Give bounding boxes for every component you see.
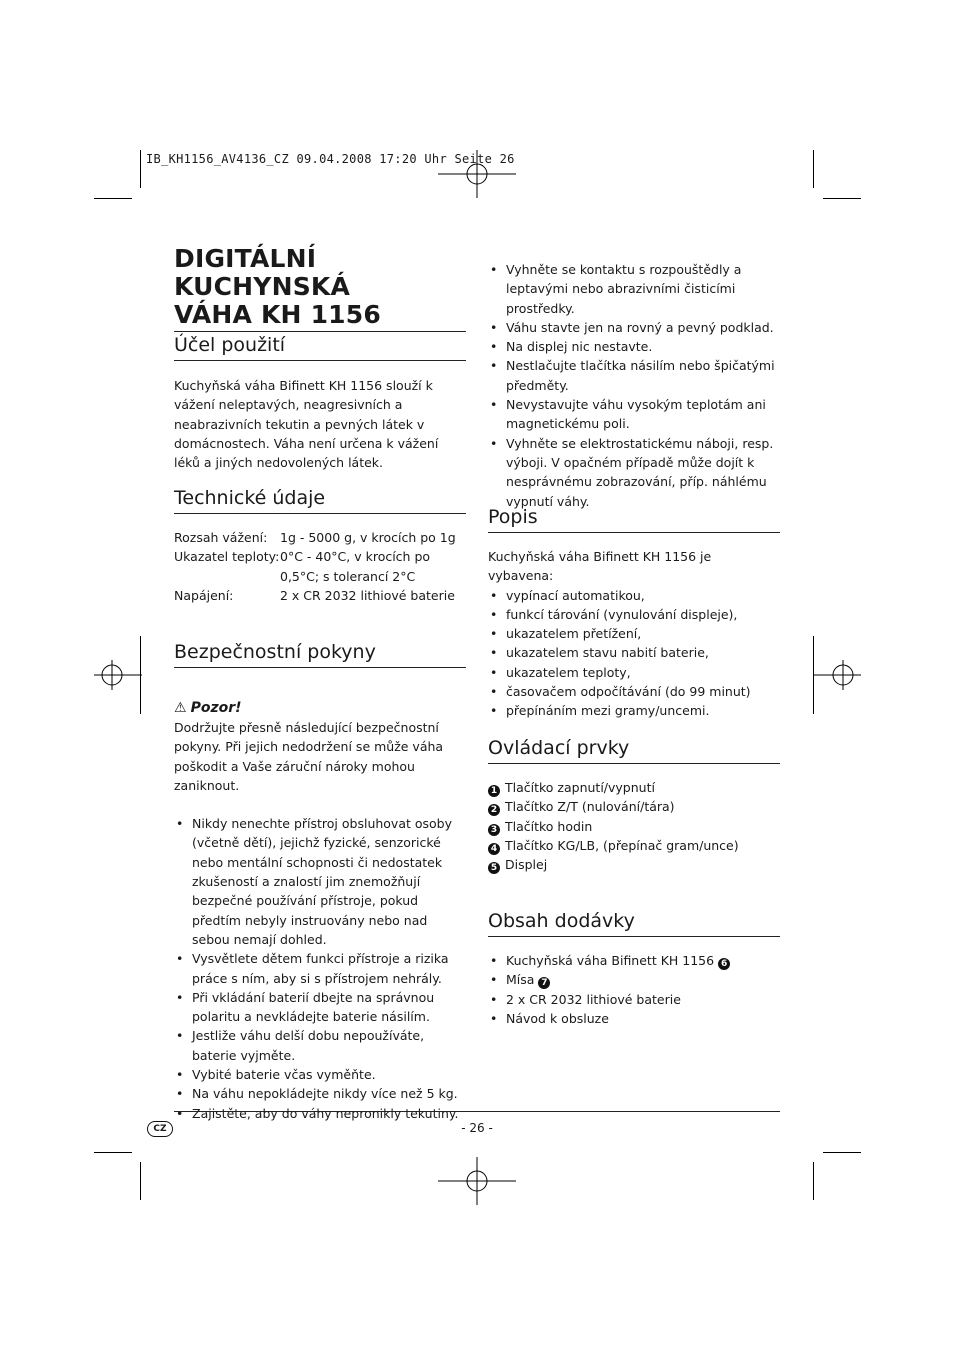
control-label: Tlačítko KG/LB, (přepínač gram/unce) — [505, 837, 739, 853]
list-item: • Vyhněte se kontaktu s rozpouštědly a leptavými nebo abrazivními čisticími prostředky. — [488, 260, 780, 318]
number-badge-icon: 4 — [488, 843, 500, 855]
tech-value: 1g - 5000 g, v krocích po 1g — [280, 530, 456, 545]
list-item — [488, 1009, 780, 1028]
control-item — [488, 836, 780, 855]
controls-list — [488, 778, 780, 874]
list-item: • Jestliže váhu delší dobu nepoužíváte, baterie vyjměte. — [174, 1026, 466, 1065]
registration-mark-bottom — [438, 1157, 516, 1205]
tech-value: 0°C - 40°C, v krocích po 0,5°C; s tolerancí 2°C — [280, 549, 431, 584]
list-item — [488, 951, 780, 970]
list-item: • ukazatelem přetížení, — [488, 624, 780, 643]
registration-mark-right — [813, 660, 861, 690]
control-label: Tlačítko Z/T (nulování/tára) — [505, 799, 675, 815]
contents-label: Mísa — [506, 972, 535, 988]
control-item — [488, 817, 780, 836]
number-badge-icon: 6 — [718, 958, 730, 970]
safety-list — [174, 814, 466, 1123]
controls-heading: Ovládací prvky — [488, 736, 780, 764]
list-item: • Zajistěte, aby do váhy nepronikly tekutiny. — [174, 1104, 466, 1123]
print-slug: IB_KH1156_AV4136_CZ 09.04.2008 17:20 Uhr Seite 26 — [146, 152, 515, 166]
list-item: • časovačem odpočítávání (do 99 minut) — [488, 682, 780, 701]
warning-icon: ⚠ — [174, 700, 187, 716]
tech-section — [174, 486, 466, 605]
list-item: • Na váhu nepokládejte nikdy více než 5 kg. — [174, 1084, 466, 1103]
contents-label: Kuchyňská váha Bifinett KH 1156 — [506, 953, 715, 968]
list-item: • Na displej nic nestavte. — [488, 337, 780, 356]
control-label: Displej — [505, 857, 548, 873]
list-item: • ukazatelem stavu nabití baterie, — [488, 643, 780, 662]
control-label: Tlačítko hodin — [505, 818, 593, 834]
purpose-heading: Účel použití — [174, 333, 466, 361]
registration-mark-left — [94, 660, 142, 690]
control-item — [488, 855, 780, 874]
number-badge-icon: 3 — [488, 824, 500, 836]
list-item — [488, 970, 780, 989]
tech-heading: Technické údaje — [174, 486, 466, 514]
crop-mark — [140, 150, 141, 188]
tech-label: Rozsah vážení: — [174, 530, 268, 545]
crop-mark — [94, 198, 132, 199]
safety-list-continued — [488, 260, 780, 511]
contents-heading: Obsah dodávky — [488, 909, 780, 937]
warning-label-row — [174, 698, 466, 718]
crop-mark — [813, 150, 814, 188]
contents-label: Návod k obsluze — [506, 1010, 609, 1026]
warning-label: Pozor! — [190, 700, 242, 716]
list-item: • Při vkládání baterií dbejte na správnou polaritu a nevkládejte baterie násilím. — [174, 988, 466, 1027]
tech-row — [174, 528, 466, 547]
control-item — [488, 797, 780, 816]
crop-mark — [823, 1152, 861, 1153]
list-item: • Vyhněte se elektrostatickému náboji, resp. výboji. V opačném případě může dojít k nesprávnému zobrazování, příp. náhlému vypnutí váhy. — [488, 434, 780, 511]
control-item — [488, 778, 780, 797]
tech-label: Ukazatel teploty: — [174, 549, 280, 565]
list-item — [488, 990, 780, 1009]
description-list — [488, 586, 780, 721]
list-item: • Nevystavujte váhu vysokým teplotám ani magnetickému poli. — [488, 395, 780, 434]
number-badge-icon: 5 — [488, 862, 500, 874]
list-item: • Váhu stavte jen na rovný a pevný podklad. — [488, 318, 780, 337]
description-section — [488, 505, 780, 721]
page-title-line1: DIGITÁLNÍ KUCHYNSKÁ — [174, 244, 351, 301]
safety-continued — [488, 260, 780, 511]
list-item: • vypínací automatikou, — [488, 586, 780, 605]
page-title — [174, 245, 466, 329]
safety-section — [174, 640, 466, 1123]
footer-rule — [174, 1111, 780, 1112]
control-label: Tlačítko zapnutí/vypnutí — [505, 780, 655, 795]
purpose-section — [174, 333, 466, 472]
tech-label: Napájení: — [174, 587, 234, 603]
safety-heading: Bezpečnostní pokyny — [174, 640, 466, 668]
crop-mark — [813, 1162, 814, 1200]
list-item: • ukazatelem teploty, — [488, 663, 780, 682]
page-title-block — [174, 245, 466, 332]
number-badge-icon: 7 — [538, 977, 550, 989]
description-heading: Popis — [488, 505, 780, 533]
warning-text: Dodržujte přesně následující bezpečnostní pokyny. Při jejich nedodržení se může váha poškodit a Vaše záruční nároky mohou zaniknout. — [174, 720, 444, 793]
crop-mark — [94, 1152, 132, 1153]
list-item: • Vysvětlete dětem funkci přístroje a rizika práce s ním, aby si s přístrojem nehrály. — [174, 949, 466, 988]
number-badge-icon: 1 — [488, 785, 500, 797]
page-number: - 26 - — [461, 1121, 493, 1135]
tech-row — [174, 547, 466, 586]
language-badge: CZ — [147, 1121, 173, 1137]
list-item: • Nestlačujte tlačítka násilím nebo špičatými předměty. — [488, 356, 780, 395]
title-rule — [174, 331, 466, 332]
purpose-text: Kuchyňská váha Bifinett KH 1156 slouží k vážení neleptavých, neagresivních a neabrazivních tekutin a pevných látek v domácnostech. Váha není určena k vážení léků a jiných nedovolených látek. — [174, 378, 439, 471]
page-title-line2: VÁHA KH 1156 — [174, 300, 381, 329]
crop-mark — [823, 198, 861, 199]
tech-table — [174, 528, 466, 605]
contents-label: 2 x CR 2032 lithiové baterie — [506, 991, 681, 1007]
tech-row — [174, 586, 466, 605]
number-badge-icon: 2 — [488, 804, 500, 816]
description-intro: Kuchyňská váha Bifinett KH 1156 je vybavena: — [488, 549, 712, 584]
list-item: • funkcí tárování (vynulování displeje), — [488, 605, 780, 624]
controls-section — [488, 736, 780, 874]
list-item: • Vybité baterie včas vyměňte. — [174, 1065, 466, 1084]
contents-list — [488, 951, 780, 1028]
contents-section — [488, 909, 780, 1028]
list-item: • přepínáním mezi gramy/uncemi. — [488, 701, 780, 720]
tech-value: 2 x CR 2032 lithiové baterie — [280, 587, 455, 603]
crop-mark — [140, 1162, 141, 1200]
list-item: • Nikdy nenechte přístroj obsluhovat osoby (včetně dětí), jejichž fyzické, senzorické nebo mentální schopnosti či nedostatek zkušeností a znalostí jim znemožňují bezpečné používání přístroje, pokud předtím nebyly instruovány nebo nad sebou nemají dohled. — [174, 814, 466, 949]
